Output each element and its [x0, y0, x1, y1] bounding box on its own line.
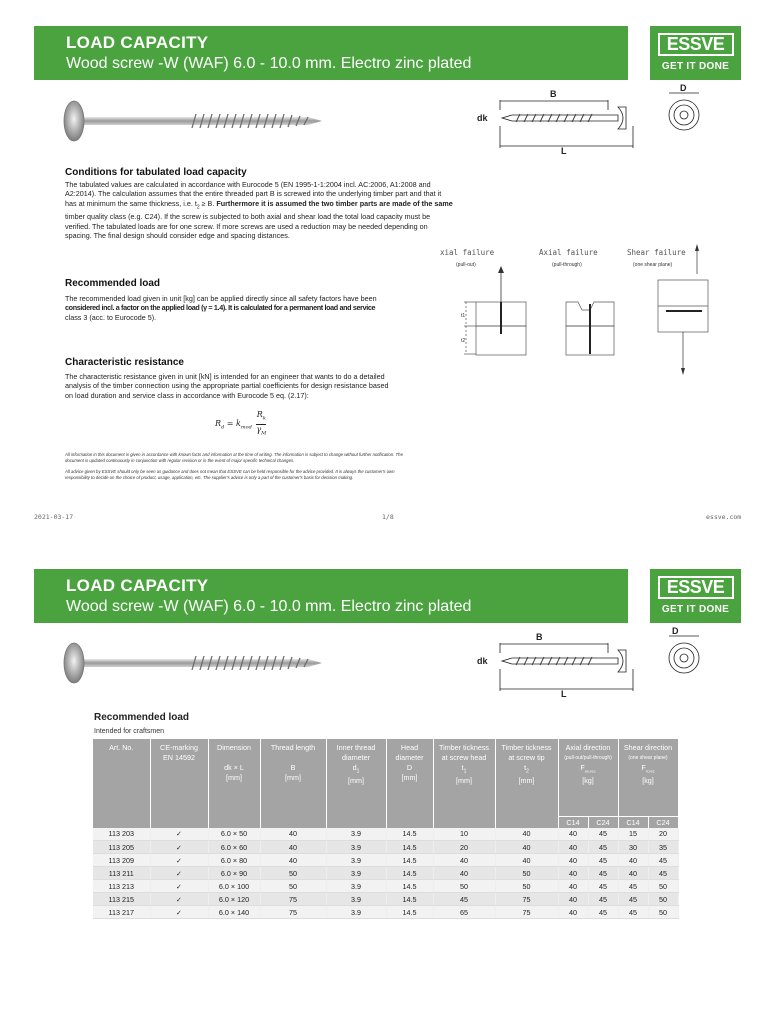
cell-art-no: 113 217	[93, 906, 150, 919]
disclaimer-line: responsibility to decide on the choice of product, usage, application, etc. The supplier's advice is only a part of the customer's basis for decision making.	[65, 474, 354, 480]
cell-ce-mark: ✓	[150, 828, 208, 841]
characteristic-title: Characteristic resistance	[65, 357, 184, 368]
cell-axial-c14: 40	[558, 893, 588, 906]
cell-timber-t1: 20	[433, 841, 495, 854]
recommended-line: considered incl. a factor on the applied load (γ = 1.4). It is calculated for a permanent load and service	[65, 303, 376, 313]
conditions-line: A2:2014). The calculation assumes that the entire threaded part B is screwed into the underlying timber part and that it	[65, 189, 442, 199]
conditions-title: Conditions for tabulated load capacity	[65, 167, 247, 178]
cell-timber-t1: 40	[433, 867, 495, 880]
recommended-title: Recommended load	[65, 278, 161, 289]
cell-shear-c14: 45	[618, 906, 648, 919]
cell-thread-length: 40	[260, 841, 326, 854]
cell-art-no: 113 211	[93, 867, 150, 880]
cell-dimension: 6.0 × 50	[208, 828, 260, 841]
table-row	[93, 854, 678, 867]
cell-shear-c14: 45	[618, 893, 648, 906]
header-dimension: Dimension dk × L [mm]	[208, 739, 260, 828]
header-thread-length: Thread length B [mm]	[260, 739, 326, 828]
header-banner	[34, 26, 628, 80]
t2-label: t2	[461, 338, 466, 344]
header-shear-c14: C14	[618, 816, 648, 828]
header-timber-thickness-tip: Timber tickness at screw tip $t_2$ [mm]	[495, 739, 558, 828]
logo-slogan: GET IT DONE	[661, 604, 730, 615]
cell-head-diameter: 14.5	[386, 906, 433, 919]
cell-shear-c24: 50	[648, 880, 678, 893]
page-title: LOAD CAPACITY	[66, 576, 209, 595]
cell-shear-c24: 50	[648, 906, 678, 919]
recommended-line: The recommended load given in unit [kg] can be applied directly since all safety factors have been	[65, 294, 377, 303]
cell-timber-t1: 40	[433, 854, 495, 867]
table-row	[93, 841, 678, 854]
header-head-diameter: Head diameter D [mm]	[386, 739, 433, 828]
cell-axial-c14: 40	[558, 841, 588, 854]
cell-ce-mark: ✓	[150, 854, 208, 867]
cell-ce-mark: ✓	[150, 867, 208, 880]
disclaimer-line: All advice given by ESSVE should only be seen as guidance and does not mean that ESSVE can be held responsible for the advice provided. It is always the customer's own	[65, 469, 395, 474]
header-shear-direction: Shear direction (one shear plane) $F_{V,rec}$ [kg]	[618, 739, 678, 816]
footer-page-number: 1/8	[382, 513, 394, 521]
cell-shear-c14: 45	[618, 880, 648, 893]
conditions-line: has at minimum the same thickness, i.e. $t_2 \ge B$. Furthermore it is assumed the two timber parts are made of the same	[65, 198, 453, 211]
cell-head-diameter: 14.5	[386, 880, 433, 893]
cell-axial-c14: 40	[558, 867, 588, 880]
characteristic-line: The characteristic resistance given in unit [kN] is intended for an engineer that wants to do a detailed	[65, 372, 385, 381]
dimension-label-dk: dk	[477, 656, 488, 666]
cell-shear-c14: 15	[618, 828, 648, 841]
header-axial-c24: C24	[588, 816, 618, 828]
cell-thread-length: 50	[260, 867, 326, 880]
screw-photo	[58, 638, 328, 688]
cell-inner-diameter: 3.9	[326, 906, 386, 919]
dimension-label-d: D	[672, 627, 679, 636]
cell-art-no: 113 215	[93, 893, 150, 906]
cell-timber-t2: 40	[495, 841, 558, 854]
cell-axial-c24: 45	[588, 906, 618, 919]
cell-head-diameter: 14.5	[386, 867, 433, 880]
cell-dimension: 6.0 × 100	[208, 880, 260, 893]
table-section-subtitle: Intended for craftsmen	[94, 728, 165, 735]
logo-brand: ESSVE	[658, 33, 734, 56]
conditions-line: spacing. The final design should consider edge and spacing distances.	[65, 230, 290, 240]
t1-label: t1	[461, 313, 466, 319]
cell-dimension: 6.0 × 60	[208, 841, 260, 854]
cell-art-no: 113 209	[93, 854, 150, 867]
cell-head-diameter: 14.5	[386, 854, 433, 867]
cell-axial-c14: 40	[558, 880, 588, 893]
cell-ce-mark: ✓	[150, 893, 208, 906]
cell-timber-t1: 10	[433, 828, 495, 841]
cell-shear-c24: 35	[648, 841, 678, 854]
screw-technical-drawing	[468, 627, 743, 699]
header-art-no: Art. No.	[93, 739, 150, 828]
design-resistance-formula: $R_d = k_{mod}$ $\frac{R_k}{\gamma_M}$	[215, 410, 267, 437]
disclaimer-line: All information in this document is given in accordance with known facts and information at the time of writing. The information is subject to change without further notification. The	[65, 452, 403, 457]
screw-photo	[58, 96, 328, 146]
characteristic-line: on load duration and service class in accordance with Eurocode 5 eq. (2.17):	[65, 390, 309, 400]
cell-shear-c24: 45	[648, 867, 678, 880]
cell-axial-c14: 40	[558, 906, 588, 919]
header-timber-thickness-head: Timber tickness at screw head $t_1$ [mm]	[433, 739, 495, 828]
conditions-text	[65, 180, 515, 240]
cell-timber-t2: 40	[495, 828, 558, 841]
dimension-label-l: L	[561, 146, 567, 156]
cell-timber-t2: 50	[495, 867, 558, 880]
cell-timber-t2: 50	[495, 880, 558, 893]
disclaimer-info	[65, 452, 525, 463]
cell-shear-c14: 40	[618, 854, 648, 867]
failure-modes-diagram	[440, 244, 740, 384]
cell-art-no: 113 205	[93, 841, 150, 854]
cell-inner-diameter: 3.9	[326, 867, 386, 880]
logo-slogan: GET IT DONE	[661, 61, 730, 72]
cell-head-diameter: 14.5	[386, 893, 433, 906]
footer-date: 2021-03-17	[34, 513, 74, 521]
cell-axial-c24: 45	[588, 867, 618, 880]
pull-through-label: (pull-through)	[552, 262, 582, 268]
logo-brand: ESSVE	[658, 576, 734, 599]
axial-failure-label: Axial failure	[539, 248, 598, 257]
shear-failure-label: Shear failure	[627, 248, 686, 257]
cell-inner-diameter: 3.9	[326, 880, 386, 893]
pull-out-label: (pull-out)	[456, 262, 476, 268]
cell-shear-c24: 20	[648, 828, 678, 841]
cell-dimension: 6.0 × 140	[208, 906, 260, 919]
header-axial-direction: Axial direction (pull-out/pull-through) $F_{ax,rec}$ [kg]	[558, 739, 618, 816]
cell-inner-diameter: 3.9	[326, 893, 386, 906]
recommended-text	[65, 294, 445, 322]
dimension-label-dk: dk	[477, 113, 488, 123]
conditions-line: The tabulated values are calculated in accordance with Eurocode 5 (EN 1995-1-1:2004 incl. AC:2006, A1:2008 and	[65, 180, 431, 189]
table-row	[93, 867, 678, 880]
cell-axial-c24: 45	[588, 854, 618, 867]
cell-inner-diameter: 3.9	[326, 841, 386, 854]
cell-thread-length: 75	[260, 906, 326, 919]
table-row	[93, 893, 678, 906]
cell-ce-mark: ✓	[150, 906, 208, 919]
cell-axial-c14: 40	[558, 854, 588, 867]
cell-timber-t2: 75	[495, 893, 558, 906]
dimension-label-b: B	[550, 89, 557, 99]
cell-thread-length: 50	[260, 880, 326, 893]
cell-ce-mark: ✓	[150, 880, 208, 893]
header-ce-marking: CE-marking EN 14592	[150, 739, 208, 828]
table-row	[93, 828, 678, 841]
one-shear-plane-label: (one shear plane)	[633, 262, 673, 268]
cell-timber-t1: 45	[433, 893, 495, 906]
cell-inner-diameter: 3.9	[326, 828, 386, 841]
failure-modes-svg	[440, 244, 740, 384]
table-section-title: Recommended load	[94, 712, 190, 723]
disclaimer-advice	[65, 469, 525, 480]
cell-shear-c14: 40	[618, 867, 648, 880]
conditions-line: verified. The tabulated loads are for one screw. If more screws are used a reduction may be needed depending on	[65, 221, 428, 231]
load-table-body	[93, 828, 678, 919]
dimension-label-b: B	[536, 632, 543, 642]
cell-timber-t2: 75	[495, 906, 558, 919]
load-capacity-table	[93, 739, 679, 919]
page-title: LOAD CAPACITY	[66, 33, 209, 52]
cell-head-diameter: 14.5	[386, 841, 433, 854]
table-row	[93, 906, 678, 919]
cell-thread-length: 40	[260, 828, 326, 841]
cell-art-no: 113 203	[93, 828, 150, 841]
axial-failure-label: xial failure	[440, 248, 495, 257]
dimension-label-d: D	[680, 84, 687, 93]
header-axial-c14: C14	[558, 816, 588, 828]
cell-dimension: 6.0 × 120	[208, 893, 260, 906]
cell-shear-c24: 45	[648, 854, 678, 867]
cell-axial-c24: 45	[588, 828, 618, 841]
table-row	[93, 880, 678, 893]
cell-head-diameter: 14.5	[386, 828, 433, 841]
cell-timber-t1: 65	[433, 906, 495, 919]
cell-timber-t2: 40	[495, 854, 558, 867]
cell-dimension: 6.0 × 90	[208, 867, 260, 880]
header-shear-c24: C24	[648, 816, 678, 828]
cell-ce-mark: ✓	[150, 841, 208, 854]
recommended-line: class 3 (acc. to Eurocode 5).	[65, 312, 157, 322]
screw-technical-drawing	[468, 84, 743, 156]
header-inner-thread-diameter: Inner thread diameter $d_1$ [mm]	[326, 739, 386, 828]
cell-axial-c24: 45	[588, 841, 618, 854]
cell-thread-length: 40	[260, 854, 326, 867]
cell-axial-c14: 40	[558, 828, 588, 841]
cell-inner-diameter: 3.9	[326, 854, 386, 867]
characteristic-line: analysis of the timber connection using the appropriate partial coefficients for design resistance based	[65, 381, 389, 391]
cell-axial-c24: 45	[588, 880, 618, 893]
dimension-label-l: L	[561, 689, 567, 699]
page-subtitle: Wood screw -W (WAF) 6.0 - 10.0 mm. Electro zinc plated	[66, 55, 472, 72]
characteristic-text	[65, 372, 445, 400]
cell-art-no: 113 213	[93, 880, 150, 893]
page-subtitle: Wood screw -W (WAF) 6.0 - 10.0 mm. Electro zinc plated	[66, 598, 472, 615]
footer-website[interactable]: essve.com	[706, 513, 742, 521]
conditions-line: timber quality class (e.g. C24). If the screw is subjected to both axial and shear load the total load capacity must be	[65, 212, 431, 222]
disclaimer-line: document is updated continuously in conjunction with regular revision or in the event of major specific technical changes.	[65, 457, 295, 463]
cell-thread-length: 75	[260, 893, 326, 906]
header-banner	[34, 569, 628, 623]
essve-logo	[650, 26, 741, 80]
cell-shear-c14: 30	[618, 841, 648, 854]
essve-logo	[650, 569, 741, 623]
cell-axial-c24: 45	[588, 893, 618, 906]
cell-timber-t1: 50	[433, 880, 495, 893]
cell-shear-c24: 50	[648, 893, 678, 906]
cell-dimension: 6.0 × 80	[208, 854, 260, 867]
